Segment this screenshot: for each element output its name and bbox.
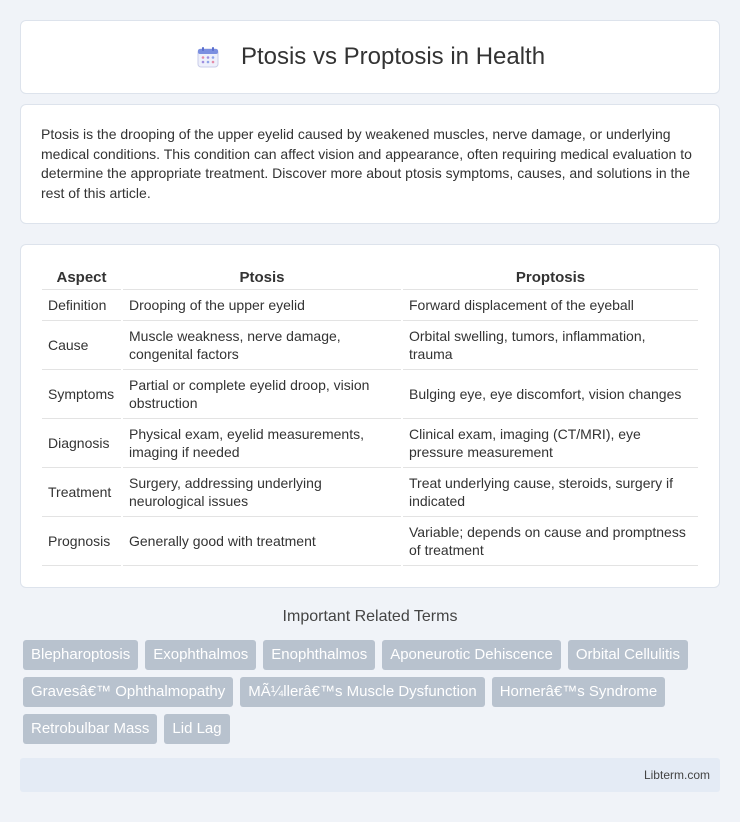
table-row xyxy=(42,289,698,320)
table-row xyxy=(42,369,698,418)
table-row xyxy=(42,516,698,565)
row-aspect: Cause xyxy=(42,320,122,369)
row-ptosis: Generally good with treatment xyxy=(122,516,402,565)
row-proptosis: Treat underlying cause, steroids, surgery if indicated xyxy=(402,467,698,516)
row-aspect: Definition xyxy=(42,289,122,320)
related-term-tag[interactable]: Aponeurotic Dehiscence xyxy=(382,640,561,670)
related-term-tag[interactable]: Blepharoptosis xyxy=(23,640,138,670)
footer xyxy=(20,758,720,792)
related-term-tag[interactable]: Lid Lag xyxy=(164,714,229,744)
row-aspect: Prognosis xyxy=(42,516,122,565)
row-ptosis: Drooping of the upper eyelid xyxy=(122,289,402,320)
comparison-table xyxy=(42,265,698,566)
row-proptosis: Bulging eye, eye discomfort, vision changes xyxy=(402,369,698,418)
page-title: Ptosis vs Proptosis in Health xyxy=(240,43,546,70)
related-terms-list xyxy=(23,640,723,744)
row-aspect: Symptoms xyxy=(42,369,122,418)
row-proptosis: Forward displacement of the eyeball xyxy=(402,289,698,320)
calendar-icon xyxy=(195,44,221,70)
related-term-tag[interactable]: Enophthalmos xyxy=(263,640,375,670)
header-proptosis: Proptosis xyxy=(402,265,698,289)
row-proptosis: Orbital swelling, tumors, inflammation, trauma xyxy=(402,320,698,369)
table-row xyxy=(42,320,698,369)
related-term-tag[interactable]: MÃ¼llerâ€™s Muscle Dysfunction xyxy=(240,677,484,707)
row-proptosis: Variable; depends on cause and promptness of treatment xyxy=(402,516,698,565)
header-ptosis: Ptosis xyxy=(122,265,402,289)
related-term-tag[interactable]: Orbital Cellulitis xyxy=(568,640,688,670)
table-row xyxy=(42,467,698,516)
row-aspect: Treatment xyxy=(42,467,122,516)
table-row xyxy=(42,418,698,467)
header-card xyxy=(20,20,720,94)
related-term-tag[interactable]: Exophthalmos xyxy=(145,640,256,670)
table-header-row xyxy=(42,265,698,289)
row-proptosis: Clinical exam, imaging (CT/MRI), eye pressure measurement xyxy=(402,418,698,467)
intro-card xyxy=(20,104,720,224)
row-ptosis: Physical exam, eyelid measurements, imaging if needed xyxy=(122,418,402,467)
footer-site-link[interactable]: Libterm.com xyxy=(643,768,710,782)
row-ptosis: Partial or complete eyelid droop, vision obstruction xyxy=(122,369,402,418)
header-aspect: Aspect xyxy=(42,265,122,289)
row-ptosis: Muscle weakness, nerve damage, congenital factors xyxy=(122,320,402,369)
intro-paragraph: Ptosis is the drooping of the upper eyelid caused by weakened muscles, nerve damage, or underlying medical conditions. This condition can affect vision and appearance, often requiring medical evaluation to determine the appropriate treatment. Discover more about ptosis symptoms, causes, and solutions in the rest of this article. xyxy=(41,126,692,201)
related-term-tag[interactable]: Gravesâ€™ Ophthalmopathy xyxy=(23,677,233,707)
related-term-tag[interactable]: Hornerâ€™s Syndrome xyxy=(492,677,666,707)
comparison-card xyxy=(20,244,720,588)
related-term-tag[interactable]: Retrobulbar Mass xyxy=(23,714,157,744)
row-aspect: Diagnosis xyxy=(42,418,122,467)
related-terms-heading: Important Related Terms xyxy=(282,608,458,625)
row-ptosis: Surgery, addressing underlying neurological issues xyxy=(122,467,402,516)
